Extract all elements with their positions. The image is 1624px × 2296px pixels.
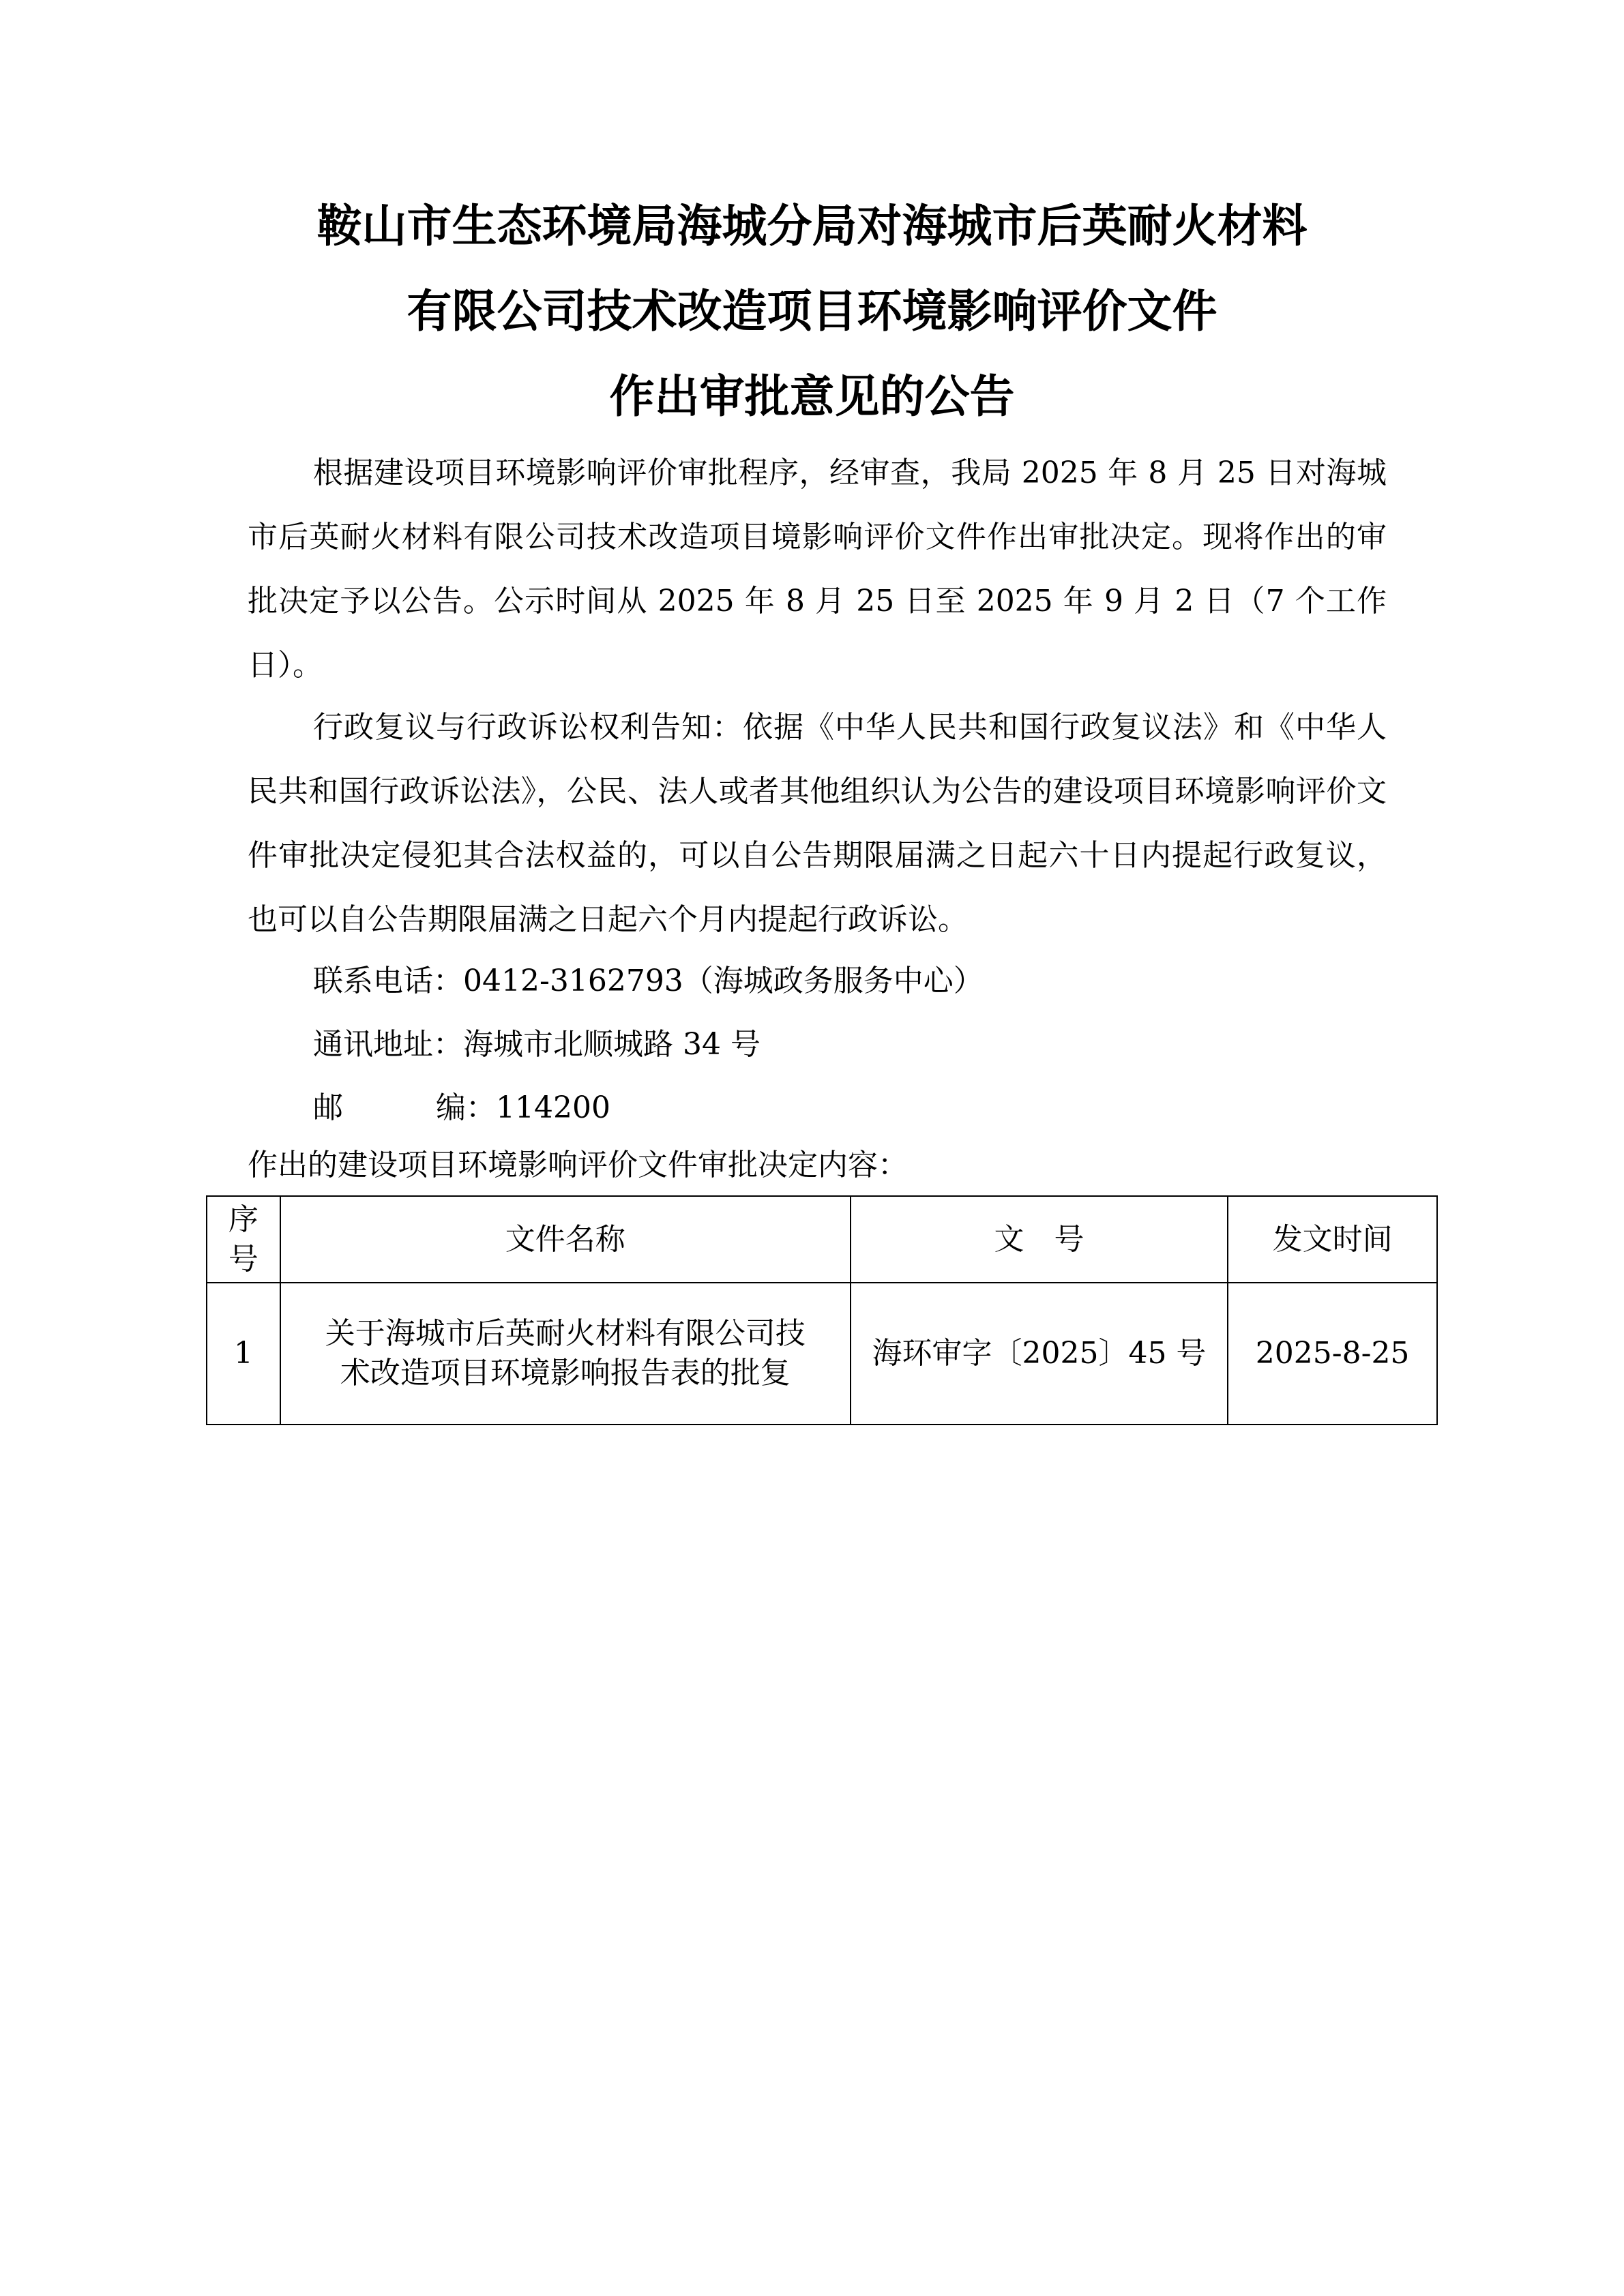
paragraph-legal-rights: 行政复议与行政诉讼权利告知：依据《中华人民共和国行政复议法》和《中华人民共和国行政诉讼法》，公民、法人或者其他组织认为公告的建设项目环境影响评价文件审批决定侵犯其合法权益的，可以自公告期限届满之日起六十日内提起行政复议，也可以自公告期限届满之日起六个月内提起行政诉讼。: [248, 710, 1387, 937]
document-title-line-3: 作出审批意见的公告: [609, 370, 1015, 423]
paragraph-approval-notice: 根据建设项目环境影响评价审批程序，经审查，我局 2025 年 8 月 25 日对海城市后英耐火材料有限公司技术改造项目境影响评价文件作出审批决定。现将作出的审批决定予以公告。公示时间从 2025 年 8 月 25 日至 2025 年 9 月 2 日（7 个工作日）。: [248, 456, 1387, 683]
cell-doc-number: 海环审字〔2025〕45 号: [851, 1283, 1228, 1425]
document-title-line-1: 鞍山市生态环境局海城分局对海城市后英耐火材料: [316, 200, 1308, 252]
header-issue-date: 发文时间: [1228, 1196, 1437, 1283]
table-intro: 作出的建设项目环境影响评价文件审批决定内容：: [248, 1148, 908, 1182]
document-title-line-2: 有限公司技术改造项目环境影响评价文件: [407, 285, 1217, 338]
postcode-label-2: 编：: [436, 1090, 496, 1125]
contact-phone: 联系电话：0412-3162793（海城政务服务中心）: [313, 964, 984, 998]
header-serial-line-2: 号: [228, 1241, 259, 1277]
postcode-label-1: 邮: [313, 1090, 343, 1125]
table-row: [207, 1283, 1437, 1425]
postcode-value: 114200: [496, 1090, 610, 1125]
cell-file-name-line-2: 术改造项目环境影响报告表的批复: [340, 1356, 791, 1390]
contact-address: 通讯地址：海城市北顺城路 34 号: [313, 1027, 761, 1062]
header-doc-number: 文 号: [851, 1196, 1228, 1283]
cell-file-name-line-1: 关于海城市后英耐火材料有限公司技: [325, 1316, 806, 1351]
approval-table: [206, 1195, 1438, 1425]
header-serial-number: [207, 1196, 280, 1283]
table-header-row: [207, 1196, 1437, 1283]
header-serial-line-1: 序: [228, 1202, 259, 1237]
cell-issue-date: 2025-8-25: [1228, 1283, 1437, 1425]
contact-postcode: [313, 1076, 610, 1140]
cell-serial-number: 1: [207, 1283, 280, 1425]
header-file-name: 文件名称: [280, 1196, 851, 1283]
cell-file-name: [280, 1283, 851, 1425]
